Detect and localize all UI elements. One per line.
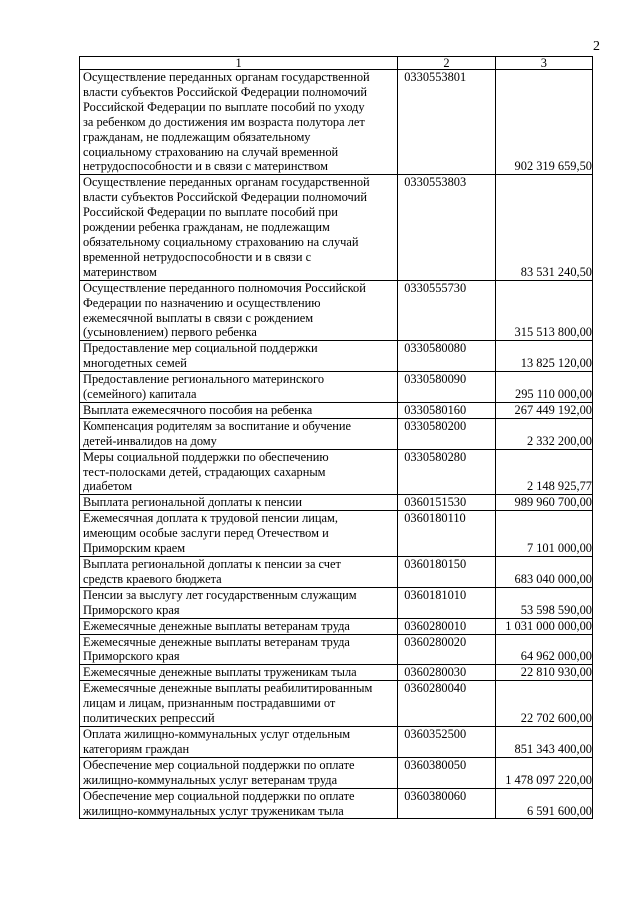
row-amount: 315 513 800,00 (495, 280, 592, 341)
table-row (80, 681, 593, 727)
row-code: 0360352500 (398, 726, 495, 757)
row-code: 0330580200 (398, 418, 495, 449)
row-name-text: Ежемесячные денежные выплаты труженикам тыла (83, 665, 357, 680)
row-name-text: Выплата региональной доплаты к пенсии (83, 495, 302, 510)
row-name-text: Оплата жилищно-коммунальных услуг отдельным категориям граждан (83, 726, 351, 756)
row-amount: 2 148 925,77 (495, 449, 592, 495)
row-code: 0330580160 (398, 402, 495, 418)
table-row (80, 634, 593, 665)
table-row (80, 665, 593, 681)
table-header-row (80, 57, 593, 70)
row-amount: 83 531 240,50 (495, 175, 592, 280)
row-code: 0330580080 (398, 341, 495, 372)
table-row (80, 757, 593, 788)
row-code: 0360180150 (398, 557, 495, 588)
row-name (80, 618, 398, 634)
row-amount: 295 110 000,00 (495, 372, 592, 403)
table-row (80, 372, 593, 403)
row-name-text: Ежемесячные денежные выплаты ветеранам труда Приморского края (83, 634, 350, 664)
row-name (80, 634, 398, 665)
row-name-text: Выплата ежемесячного пособия на ребенка (83, 402, 313, 417)
row-amount: 64 962 000,00 (495, 634, 592, 665)
table-row (80, 418, 593, 449)
row-name (80, 495, 398, 511)
column-header-1: 1 (80, 57, 398, 70)
row-name-text: Предоставление регионального материнского (семейного) капитала (83, 372, 325, 402)
row-name (80, 757, 398, 788)
row-name-text: Выплата региональной доплаты к пенсии за счет средств краевого бюджета (83, 557, 341, 586)
row-name-text: Ежемесячная доплата к трудовой пенсии лицам, имеющим особые заслуги перед Отечеством и Приморским краем (83, 511, 338, 556)
row-name-text: Осуществление переданного полномочия Российской Федерации по назначению и осуществлению ежемесячной выплаты в связи с рождением (усыновлением) первого ребенка (83, 280, 366, 340)
row-code: 0360180110 (398, 511, 495, 557)
row-code: 0360280030 (398, 665, 495, 681)
row-code: 0330553801 (398, 70, 495, 175)
table-row (80, 402, 593, 418)
row-name (80, 70, 398, 175)
row-name (80, 280, 398, 341)
row-amount: 7 101 000,00 (495, 511, 592, 557)
row-name-text: Обеспечение мер социальной поддержки по оплате жилищно-коммунальных услуг ветеранам труда (83, 757, 355, 787)
row-name (80, 175, 398, 280)
row-amount: 267 449 192,00 (495, 402, 592, 418)
row-name (80, 681, 398, 727)
row-code: 0330580090 (398, 372, 495, 403)
table-row (80, 175, 593, 280)
row-name-text: Компенсация родителям за воспитание и обучение детей-инвалидов на дому (83, 418, 352, 448)
row-name-text: Обеспечение мер социальной поддержки по оплате жилищно-коммунальных услуг труженикам тыла (83, 788, 355, 818)
row-amount: 22 702 600,00 (495, 681, 592, 727)
row-code: 0330580280 (398, 449, 495, 495)
row-amount: 6 591 600,00 (495, 788, 592, 819)
row-name-text: Ежемесячные денежные выплаты ветеранам труда (83, 618, 350, 633)
table-row (80, 726, 593, 757)
row-code: 0330555730 (398, 280, 495, 341)
row-amount: 13 825 120,00 (495, 341, 592, 372)
row-amount: 989 960 700,00 (495, 495, 592, 511)
row-name (80, 418, 398, 449)
row-name (80, 402, 398, 418)
row-amount: 851 343 400,00 (495, 726, 592, 757)
row-code: 0360181010 (398, 587, 495, 618)
column-header-2: 2 (398, 57, 495, 70)
row-name-text: Осуществление переданных органам государственной власти субъектов Российской Федерации полномочий Российской Федерации по выплате пособий при рождении ребенка гражданам, не подлежащим обязательному социальному страхованию на случай временной нетрудоспособности и в связи с материнством (83, 175, 370, 279)
table-row (80, 449, 593, 495)
table-row (80, 788, 593, 819)
row-name (80, 788, 398, 819)
row-name-text: Предоставление мер социальной поддержки многодетных семей (83, 341, 318, 371)
column-header-3: 3 (495, 57, 592, 70)
row-name (80, 726, 398, 757)
row-name-text: Меры социальной поддержки по обеспечению тест-полосками детей, страдающих сахарным диабетом (83, 449, 329, 494)
table-row (80, 618, 593, 634)
row-name-text: Ежемесячные денежные выплаты реабилитированным лицам и лицам, признанным пострадавшими от политических репрессий (83, 681, 373, 726)
row-code: 0360280040 (398, 681, 495, 727)
row-amount: 902 319 659,50 (495, 70, 592, 175)
table-row (80, 280, 593, 341)
row-amount: 2 332 200,00 (495, 418, 592, 449)
budget-table-body (80, 57, 593, 819)
row-name (80, 372, 398, 403)
row-code: 0360380060 (398, 788, 495, 819)
row-amount: 683 040 000,00 (495, 557, 592, 588)
row-name (80, 511, 398, 557)
budget-table (79, 56, 593, 819)
page-number: 2 (593, 39, 600, 54)
table-row (80, 587, 593, 618)
row-code: 0360380050 (398, 757, 495, 788)
row-code: 0360151530 (398, 495, 495, 511)
table-row (80, 511, 593, 557)
row-name (80, 341, 398, 372)
row-name (80, 557, 398, 588)
row-amount: 1 478 097 220,00 (495, 757, 592, 788)
table-row (80, 495, 593, 511)
row-name (80, 449, 398, 495)
row-amount: 22 810 930,00 (495, 665, 592, 681)
row-code: 0360280020 (398, 634, 495, 665)
row-name-text: Пенсии за выслугу лет государственным служащим Приморского края (83, 587, 357, 617)
row-name-text: Осуществление переданных органам государственной власти субъектов Российской Федерации полномочий Российской Федерации по выплате пособий по уходу за ребенком до достижения им возраста полутора лет гражданам, не подлежащим обязательному социальному страхованию на случай временной нетрудоспособности и в связи с материнством (83, 70, 370, 174)
row-name (80, 587, 398, 618)
row-code: 0360280010 (398, 618, 495, 634)
table-row (80, 70, 593, 175)
row-code: 0330553803 (398, 175, 495, 280)
row-amount: 53 598 590,00 (495, 587, 592, 618)
table-row (80, 557, 593, 588)
row-name (80, 665, 398, 681)
row-amount: 1 031 000 000,00 (495, 618, 592, 634)
table-row (80, 341, 593, 372)
